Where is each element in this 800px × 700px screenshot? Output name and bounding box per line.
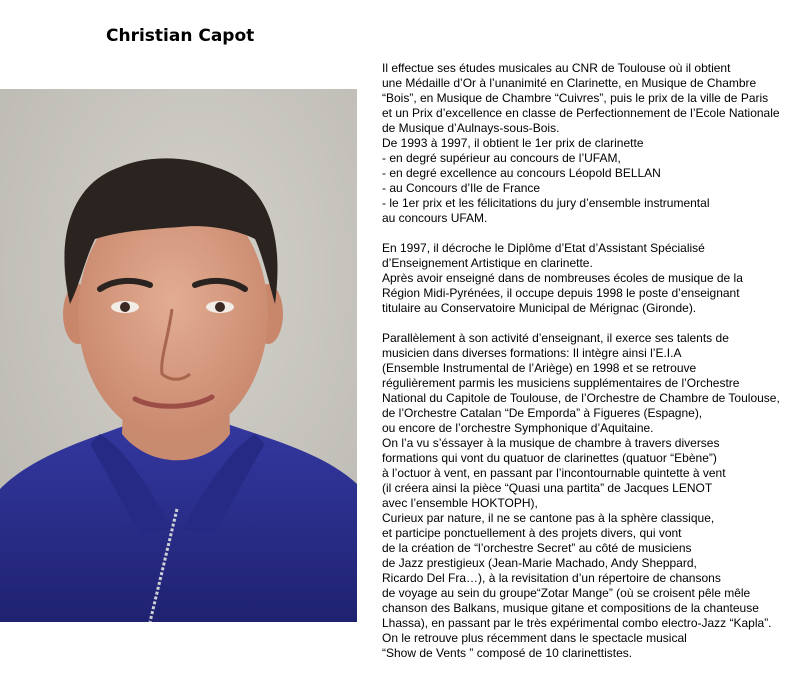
bio-line: En 1997, il décroche le Diplôme d’Etat d’Assistant Spécialisé	[382, 241, 705, 255]
bio-line: Curieux par nature, il ne se cantone pas à la sphère classique,	[382, 511, 715, 525]
bio-line: De 1993 à 1997, il obtient le 1er prix de clarinette	[382, 136, 644, 150]
bio-line: titulaire au Conservatoire Municipal de Mérignac (Gironde).	[382, 301, 697, 315]
bio-line: avec l’ensemble HOKTOPH),	[382, 496, 538, 510]
bio-line: de la création de “l’orchestre Secret” au côté de musiciens	[382, 541, 692, 555]
bio-line: (il créera ainsi la pièce “Quasi una partita” de Jacques LENOT	[382, 481, 713, 495]
bio-line: au concours UFAM.	[382, 211, 488, 225]
bio-line: Région Midi-Pyrénées, il occupe depuis 1998 le poste d’enseignant	[382, 286, 740, 300]
bio-line: - en degré supérieur au concours de l’UFAM,	[382, 151, 621, 165]
paragraph-gap	[382, 316, 798, 331]
bio-line: - le 1er prix et les félicitations du jury d’ensemble instrumental	[382, 196, 710, 210]
bio-line: régulièrement parmis les musiciens supplémentaires de l’Orchestre	[382, 376, 740, 390]
bio-line: musicien dans diverses formations: Il intègre ainsi l’E.I.A	[382, 346, 682, 360]
bio-line: formations qui vont du quatuor de clarinettes (quatuor “Ebène”)	[382, 451, 717, 465]
bio-line: National du Capitole de Toulouse, de l’Orchestre de Chambre de Toulouse,	[382, 391, 780, 405]
bio-line: de Musique d’Aulnays-sous-Bois.	[382, 121, 560, 135]
bio-line: On l’a vu s’éssayer à la musique de chambre à travers diverses	[382, 436, 720, 450]
bio-line: une Médaille d’Or à l’unanimité en Clarinette, en Musique de Chambre	[382, 76, 757, 90]
bio-line: Il effectue ses études musicales au CNR de Toulouse où il obtient	[382, 61, 731, 75]
bio-line: et participe ponctuellement à des projets divers, qui vont	[382, 526, 682, 540]
bio-line: de voyage au sein du groupe“Zotar Mange” (où se croisent pêle mêle	[382, 586, 751, 600]
paragraph-gap	[382, 226, 798, 241]
bio-line: Après avoir enseigné dans de nombreuses écoles de musique de la	[382, 271, 743, 285]
biography-text	[382, 61, 798, 661]
bio-line: On le retrouve plus récemment dans le spectacle musical	[382, 631, 687, 645]
bio-line: Ricardo Del Fra…), à la revisitation d’un répertoire de chansons	[382, 571, 721, 585]
bio-line: “Show de Vents ” composé de 10 clarinettistes.	[382, 646, 633, 660]
bio-line: chanson des Balkans, musique gitane et compositions de la chanteuse	[382, 601, 759, 615]
portrait-photo	[0, 89, 357, 622]
bio-line: à l’octuor à vent, en passant par l’incontournable quintette à vent	[382, 466, 726, 480]
bio-line: de Jazz prestigieux (Jean-Marie Machado, Andy Sheppard,	[382, 556, 697, 570]
bio-line: Lhassa), en passant par le très expérimental combo electro-Jazz “Kapla”.	[382, 616, 772, 630]
page-title: Christian Capot	[106, 26, 255, 46]
bio-line: et un Prix d’excellence en classe de Perfectionnement de l’Ecole Nationale	[382, 106, 780, 120]
bio-line: d’Enseignement Artistique en clarinette.	[382, 256, 593, 270]
bio-line: de l’Orchestre Catalan “De Emporda” à Figueres (Espagne),	[382, 406, 703, 420]
bio-line: “Bois”, en Musique de Chambre “Cuivres”, puis le prix de la ville de Paris	[382, 91, 769, 105]
bio-line: (Ensemble Instrumental de l’Ariège) en 1998 et se retrouve	[382, 361, 697, 375]
bio-line: Parallèlement à son activité d’enseignant, il exerce ses talents de	[382, 331, 729, 345]
bio-line: - en degré excellence au concours Léopold BELLAN	[382, 166, 661, 180]
bio-line: ou encore de l’orchestre Symphonique d’Aquitaine.	[382, 421, 654, 435]
bio-line: - au Concours d’Ile de France	[382, 181, 541, 195]
